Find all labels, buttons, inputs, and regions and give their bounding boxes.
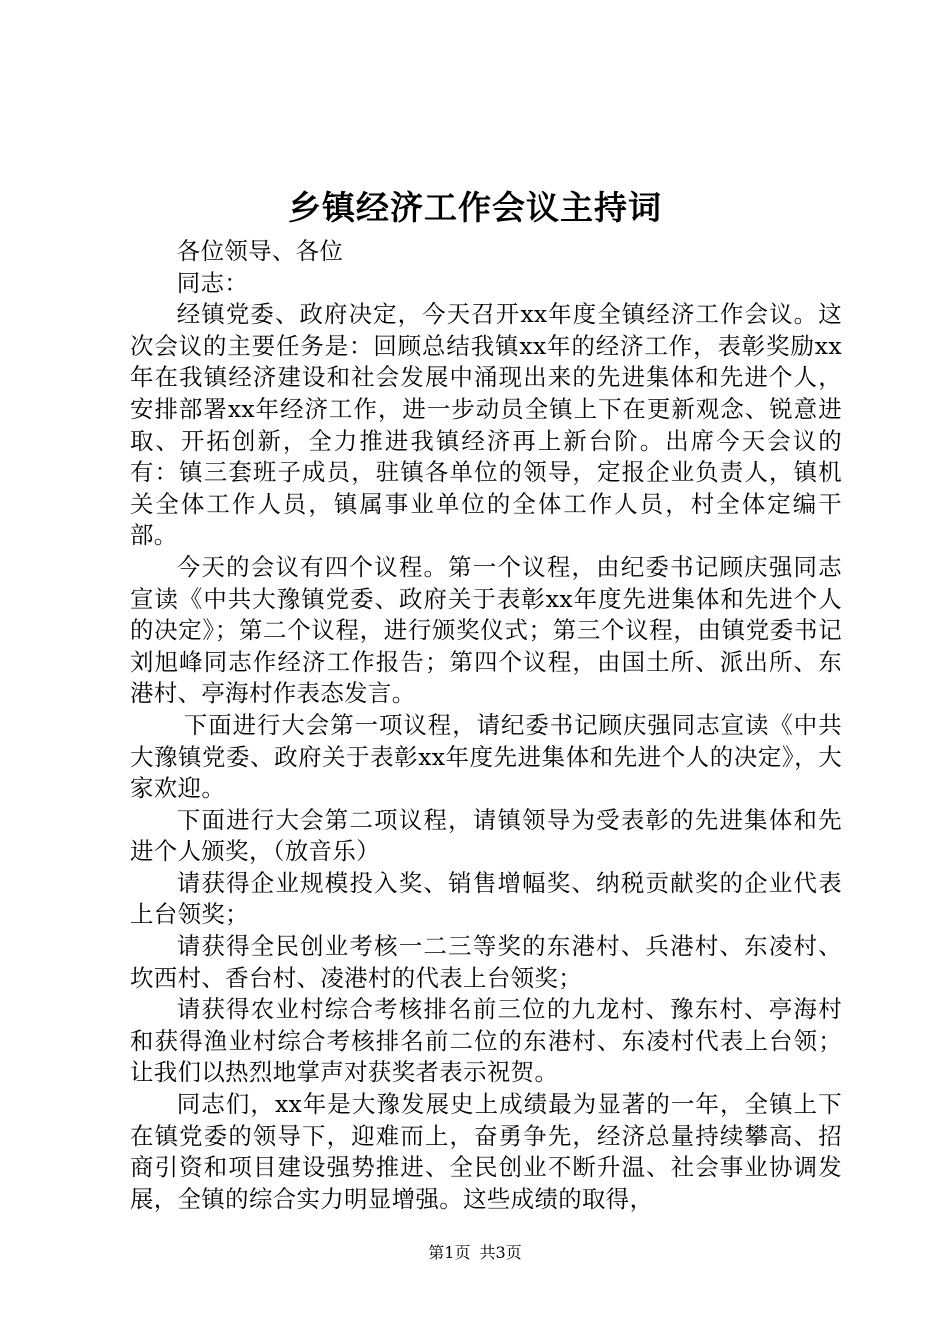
document-body [130, 236, 842, 1215]
greeting-line-2: 同志： [176, 268, 249, 297]
paragraph-award-enterprises: 请获得企业规模投入奖、销售增幅奖、纳税贡献奖的企业代表上台领奖； [130, 868, 842, 929]
paragraph-achievements: 同志们，xx年是大豫发展史上成绩最为显著的一年，全镇上下在镇党委的领导下，迎难而上，奋勇争先，经济总量持续攀高、招商引资和项目建设强势推进、全民创业不断升温、社会事业协调发展，全镇的综合实力明显增强。这些成绩的取得， [130, 1090, 842, 1213]
page-footer [0, 1242, 950, 1264]
paragraph-opening: 经镇党委、政府决定，今天召开xx年度全镇经济工作会议。这次会议的主要任务是：回顾总结我镇xx年的经济工作，表彰奖励xx年在我镇经济建设和社会发展中涌现出来的先进集体和先进个人，安排部署xx年经济工作，进一步动员全镇上下在更新观念、锐意进取、开拓创新，全力推进我镇经济再上新台阶。出席今天会议的有：镇三套班子成员，驻镇各单位的领导，定报企业负责人，镇机关全体工作人员，镇属事业单位的全体工作人员，村全体定编干部。 [130, 300, 842, 550]
greeting-line-1: 各位领导、各位 [176, 237, 344, 265]
page-number-total: 共3页 [479, 1243, 522, 1262]
paragraph-agenda-item-2: 下面进行大会第二项议程，请镇领导为受表彰的先进集体和先进个人颁奖，（放音乐） [130, 805, 842, 866]
document-title: 乡镇经济工作会议主持词 [288, 188, 662, 227]
paragraph-agenda-item-1: 下面进行大会第一项议程，请纪委书记顾庆强同志宣读《中共大豫镇党委、政府关于表彰xx年度先进集体和先进个人的决定》，大家欢迎。 [130, 710, 842, 803]
paragraph-award-entrepreneurship: 请获得全民创业考核一二三等奖的东港村、兵港村、东凌村、坎西村、香台村、凌港村的代表上台领奖； [130, 932, 842, 992]
paragraph-agenda: 今天的会议有四个议程。第一个议程，由纪委书记顾庆强同志宣读《中共大豫镇党委、政府关于表彰xx年度先进集体和先进个人的决定》；第二个议程，进行颁奖仪式；第三个议程，由镇党委书记刘旭峰同志作经济工作报告；第四个议程，由国土所、派出所、东港村、亭海村作表态发言。 [130, 552, 842, 708]
page-number-current: 第1页 [428, 1243, 471, 1262]
paragraph-award-villages: 请获得农业村综合考核排名前三位的九龙村、豫东村、亭海村和获得渔业村综合考核排名前二位的东港村、东凌村代表上台领；让我们以热烈地掌声对获奖者表示祝贺。 [130, 995, 842, 1087]
